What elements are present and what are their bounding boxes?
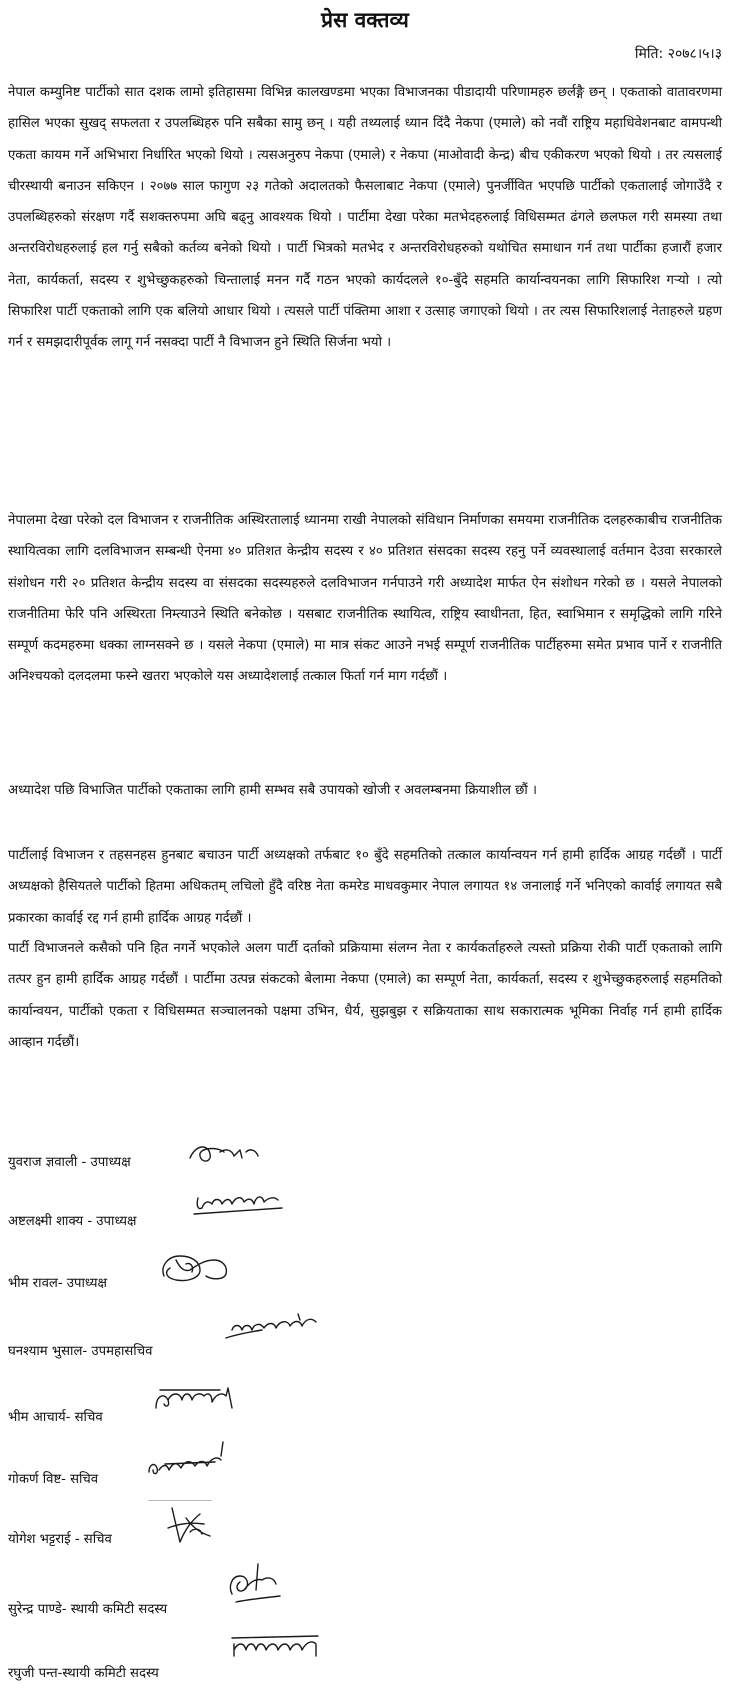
signature-image <box>228 1630 324 1666</box>
signatory-name: योगेश भट्टराई - सचिव <box>8 1532 112 1547</box>
signature-image <box>190 1188 290 1222</box>
signatory-name: अष्टलक्ष्मी शाक्य - उपाध्यक्ष <box>8 1214 137 1229</box>
statement-paragraph: पार्टी विभाजनले कसैको पनि हित नगर्ने भएकोले अलग पार्टी दर्ताको प्रक्रियामा संलग्न नेता र कार्यकर्ताहरुले त्यस्तो प्रक्रिया रोकी पार्टी एकताको लागि तत्पर हुन हामी हार्दिक आग्रह गर्दछौं । पार्टीमा उत्पन्न संकटको बेलामा नेकपा (एमाले) का सम्पूर्ण नेता, कार्यकर्ता, सदस्य र शुभेच्छुकहरुलाई सहमतिको कार्यान्वयन, पार्टीको एकता र विधिसम्मत सञ्चालनको पक्षमा उभिन, धैर्य, सुझबुझ र सक्रियताका साथ सकारात्मक भूमिका निर्वाह गर्न हामी हार्दिक आव्हान गर्दछौं। <box>8 941 723 1050</box>
document-date: मिति: २०७८।५।३ <box>634 46 722 62</box>
signatory-name: सुरेन्द्र पाण्डे- स्थायी कमिटी सदस्य <box>8 1602 168 1617</box>
document-title: प्रेस वक्तव्य <box>321 8 409 32</box>
signatory-name: भीम आचार्य- सचिव <box>8 1410 103 1425</box>
signature-image <box>186 1138 262 1172</box>
signatory-name: भीम रावल- उपाध्यक्ष <box>8 1276 107 1291</box>
statement-paragraph: नेपाल कम्युनिष्ट पार्टीको सात दशक लामो इतिहासमा विभिन्न कालखण्डमा भएका विभाजनका पीडादायी परिणामहरु छर्लङ्गै छन् । एकताको वातावरणमा हासिल भएका सुखद् सफलता र उपलब्धिहरु पनि सबैका सामु छन् । यही तथ्यलाई ध्यान दिंदै नेकपा (एमाले) को नवौं राष्ट्रिय महाधिवेशनबाट वामपन्थी एकता कायम गर्ने अभिभारा निर्धारित भएको थियो । त्यसअनुरुप नेकपा (एमाले) र नेकपा (माओवादी केन्द्र) बीच एकीकरण भएको थियो । तर त्यसलाई चीरस्थायी बनाउन सकिएन । २०७७ साल फागुण २३ गतेको अदालतको फैसलाबाट नेकपा (एमाले) पुनर्जीवित भएपछि पार्टीको एकतालाई जोगाउँदै र उपलब्धिहरुको संरक्षण गर्दै सशक्तरुपमा अघि बढ्नु आवश्यक थियो । पार्टीमा देखा परेका मतभेदहरुलाई विधिसम्मत ढंगले छलफल गरी समस्या तथा अन्तरविरोधहरुलाई हल गर्नु सबैको कर्तव्य बनेको थियो । पार्टी भित्रको मतभेद र अन्तरविरोधहरुको यथोचित समाधान गर्न तथा पार्टीका हजारौं हजार नेता, कार्यकर्ता, सदस्य र शुभेच्छुकहरुको चिन्तालाई मनन गर्दै गठन भएको कार्यदलले १०-बुँदे सहमति कार्यान्वयनका लागि सिफारिश गऱ्यो । त्यो सिफारिश पार्टी एकताको लागि एक बलियो आधार थियो । त्यसले पार्टी पंक्तिमा आशा र उत्साह जगाएको थियो । तर त्यस सिफारिशलाई नेताहरुले ग्रहण गर्न र समझदारीपूर्वक लागू गर्न नसक्दा पार्टी नै विभाजन हुने स्थिति सिर्जना भयो । <box>8 85 722 351</box>
statement-paragraph: नेपालमा देखा परेको दल विभाजन र राजनीतिक अस्थिरतालाई ध्यानमा राखी नेपालको संविधान निर्माणका समयमा राजनीतिक दलहरुकाबीच राजनीतिक स्थायित्वका लागि दलविभाजन सम्बन्धी ऐनमा ४० प्रतिशत केन्द्रीय सदस्य र ४० प्रतिशत संसदका सदस्य रहनु पर्ने व्यवस्थालाई वर्तमान देउवा सरकारले संशोधन गरी २० प्रतिशत केन्द्रीय सदस्य वा संसदका सदस्यहरुले दलविभाजन गर्नपाउने गरी अध्यादेश मार्फत ऐन संशोधन गरेको छ । यसले नेपालको राजनीतिमा फेरि पनि अस्थिरता निम्त्याउने स्थिति बनेकोछ । यसबाट राजनीतिक स्थायित्व, राष्ट्रिय स्वाधीनता, हित, स्वाभिमान र समृद्धिको लागि गरिने सम्पूर्ण कदमहरुमा धक्का लाग्नसक्ने छ । यसले नेकपा (एमाले) मा मात्र संकट आउने नभई सम्पूर्ण राजनीतिक पार्टीहरुमा समेत प्रभाव पार्ने र राजनीति अनिश्चयको दलदलमा फस्ने खतरा भएकोले यस अध्यादेशलाई तत्काल फिर्ता गर्न माग गर्दछौं । <box>8 513 722 685</box>
stamp-line <box>148 1500 212 1501</box>
signature-image <box>222 1560 288 1608</box>
statement-paragraph: पार्टीलाई विभाजन र तहसनहस हुनबाट बचाउन पार्टी अध्यक्षको तर्फबाट १० बुँदे सहमतिको तत्काल कार्यान्वयन गर्न हामी हार्दिक आग्रह गर्दछौं । पार्टी अध्यक्षको हैसियतले पार्टीको हितमा अधिकतम् लचिलो हुँदै वरिष्ठ नेता कमरेड माधवकुमार नेपाल लगायत १४ जनालाई गर्ने भनिएको कार्वाई लगायत सबै प्रकारका कार्वाई रद्द गर्न हामी हार्दिक आग्रह गर्दछौं । <box>8 848 722 926</box>
signature-image <box>222 1308 322 1344</box>
statement-paragraph: अध्यादेश पछि विभाजित पार्टीको एकताका लागि हामी सम्भव सबै उपायको खोजी र अवलम्बनमा क्रियाशील छौं । <box>8 783 537 798</box>
signature-image <box>145 1438 235 1484</box>
signatory-name: रघुजी पन्त-स्थायी कमिटी सदस्य <box>8 1666 159 1681</box>
signature-image <box>150 1378 240 1418</box>
signature-image <box>156 1248 238 1288</box>
signatory-name: घनश्याम भुसाल- उपमहासचिव <box>8 1344 153 1359</box>
signatory-name: युवराज ज्ञवाली - उपाध्यक्ष <box>8 1155 131 1170</box>
signatory-name: गोकर्ण विष्ट- सचिव <box>8 1472 99 1487</box>
signature-image <box>160 1502 220 1548</box>
